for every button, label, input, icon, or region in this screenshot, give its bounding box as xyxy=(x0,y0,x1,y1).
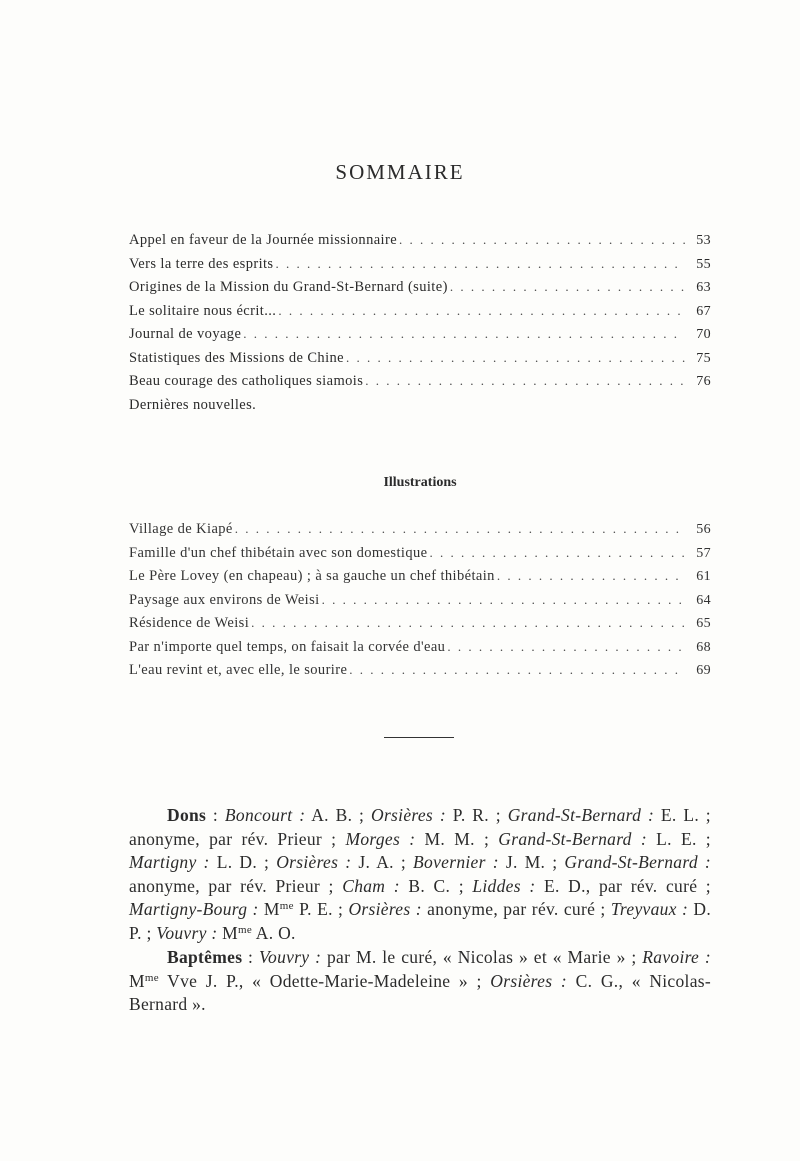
place: Grand-St-Bernard : xyxy=(498,828,647,849)
page-title: SOMMAIRE xyxy=(335,160,465,184)
superscript: me xyxy=(144,971,159,984)
dot-leader xyxy=(275,256,685,272)
superscript: me xyxy=(238,923,253,936)
place: Grand-St-Bernard : xyxy=(564,852,712,872)
text: anonyme, par rév. Prieur ; xyxy=(129,875,343,896)
text: P. E. ; xyxy=(293,899,349,919)
entry-page: 57 xyxy=(696,545,711,561)
contents-entry xyxy=(129,256,711,280)
text: C. G., « Nicolas-Bernard ». xyxy=(129,970,711,1014)
entry-page: 61 xyxy=(696,569,711,584)
entry-page: 65 xyxy=(696,616,711,631)
contents-entry xyxy=(129,279,711,303)
entry-label: Village de Kiapé xyxy=(129,521,233,537)
text: E. D., par rév. curé ; xyxy=(535,875,711,896)
text: B. C. ; xyxy=(399,875,473,896)
dot-leader xyxy=(346,350,685,366)
entry-label: Appel en faveur de la Journée missionnaire xyxy=(129,232,398,248)
place: Vouvry : xyxy=(156,922,218,943)
text: P. R. ; xyxy=(445,805,508,825)
entry-label: Famille d'un chef thibétain avec son domestique xyxy=(129,544,428,561)
dot-leader xyxy=(278,303,685,319)
entry-page: 70 xyxy=(696,327,711,342)
entry-page: 69 xyxy=(696,663,711,678)
place: Grand-St-Bernard : xyxy=(507,805,655,825)
entry-page: 76 xyxy=(696,374,711,389)
dot-leader xyxy=(349,662,685,678)
illustration-entry xyxy=(129,662,711,686)
text: E. L. ; anonyme, par rév. Prieur ; xyxy=(129,805,711,849)
dot-leader xyxy=(243,326,685,342)
entry-label: Statistiques des Missions de Chine xyxy=(129,349,344,366)
entry-page: 68 xyxy=(696,639,711,655)
baptemes-paragraph xyxy=(129,946,711,1017)
illustration-entry xyxy=(129,639,711,663)
place: Bovernier : xyxy=(413,852,499,872)
illustration-entry xyxy=(129,568,711,592)
place: Boncourt : xyxy=(224,805,306,825)
contents-list xyxy=(129,232,711,420)
place: Morges : xyxy=(345,828,416,849)
entry-page: 75 xyxy=(696,350,711,366)
place: Cham : xyxy=(342,875,400,896)
text: par M. le curé, « Nicolas » et « Marie » ; xyxy=(321,947,643,967)
text: L. D. ; xyxy=(209,852,277,872)
entry-page: 53 xyxy=(696,233,711,248)
entry-label: Résidence de Weisi xyxy=(129,615,250,631)
contents-entry xyxy=(129,397,711,421)
place: Vouvry : xyxy=(258,947,322,967)
text: J. A. ; xyxy=(351,852,414,872)
section-divider xyxy=(384,737,454,738)
entry-label: Le Père Lovey (en chapeau) ; à sa gauche un chef thibétain xyxy=(129,568,495,584)
text: Vve J. P., « Odette-Marie-Madeleine » ; xyxy=(158,970,491,991)
entry-label: Paysage aux environs de Weisi xyxy=(129,591,320,608)
entry-page: 55 xyxy=(696,256,711,272)
entry-label: Origines de la Mission du Grand-St-Bernard (suite) xyxy=(129,279,448,295)
entry-label: Beau courage des catholiques siamois xyxy=(129,373,364,389)
contents-entry xyxy=(129,232,711,256)
place: Orsières : xyxy=(371,805,446,825)
text: M xyxy=(217,922,239,943)
place: Orsières : xyxy=(490,970,568,991)
illustration-entry xyxy=(129,521,711,545)
dot-leader xyxy=(251,615,685,631)
dons-paragraph xyxy=(129,804,711,945)
text: L. E. ; xyxy=(647,828,711,849)
entry-label: Le solitaire nous écrit... xyxy=(129,302,277,319)
place: Martigny : xyxy=(129,852,210,872)
dons-heading: Dons xyxy=(167,805,207,825)
place: Treyvaux : xyxy=(610,899,689,919)
place: Ravoire : xyxy=(642,947,711,967)
illustrations-list xyxy=(129,521,711,686)
text: M xyxy=(258,899,280,919)
illustration-entry xyxy=(129,592,711,616)
text: A. B. ; xyxy=(305,805,371,825)
illustration-entry xyxy=(129,545,711,569)
dot-leader xyxy=(399,232,685,248)
entry-label: L'eau revint et, avec elle, le sourire xyxy=(129,662,348,678)
entry-page: 63 xyxy=(696,280,711,295)
contents-entry xyxy=(129,350,711,374)
contents-entry xyxy=(129,326,711,350)
entry-page: 67 xyxy=(696,303,711,319)
illustrations-heading: Illustrations xyxy=(383,475,457,490)
contents-entry xyxy=(129,373,711,397)
dot-leader xyxy=(365,373,685,389)
place: Liddes : xyxy=(472,875,536,896)
contents-entry xyxy=(129,303,711,327)
entry-label: Dernières nouvelles. xyxy=(129,396,257,413)
text: A. O. xyxy=(252,922,296,943)
dot-leader xyxy=(235,521,685,537)
text: : xyxy=(206,805,225,825)
place: Orsières : xyxy=(276,852,352,872)
dot-leader xyxy=(497,568,685,584)
text: M. M. ; xyxy=(415,828,499,849)
entry-label: Journal de voyage xyxy=(129,326,242,342)
illustration-entry xyxy=(129,615,711,639)
entry-page: 56 xyxy=(696,522,711,537)
text: D. P. ; xyxy=(129,899,711,943)
text: anonyme, par rév. curé ; xyxy=(421,899,611,919)
baptemes-heading: Baptêmes xyxy=(167,947,243,967)
entry-label: Par n'importe quel temps, on faisait la corvée d'eau xyxy=(129,638,446,655)
place: Orsières : xyxy=(348,899,422,919)
text: J. M. ; xyxy=(498,852,565,872)
superscript: me xyxy=(279,900,294,912)
dot-leader xyxy=(322,592,685,608)
entry-label: Vers la terre des esprits xyxy=(129,255,274,272)
text: : xyxy=(242,947,259,967)
dot-leader xyxy=(447,639,685,655)
text: M xyxy=(129,970,145,991)
dot-leader xyxy=(429,545,685,561)
place: Martigny-Bourg : xyxy=(129,899,259,919)
dot-leader xyxy=(450,279,685,295)
entry-page: 64 xyxy=(696,592,711,608)
